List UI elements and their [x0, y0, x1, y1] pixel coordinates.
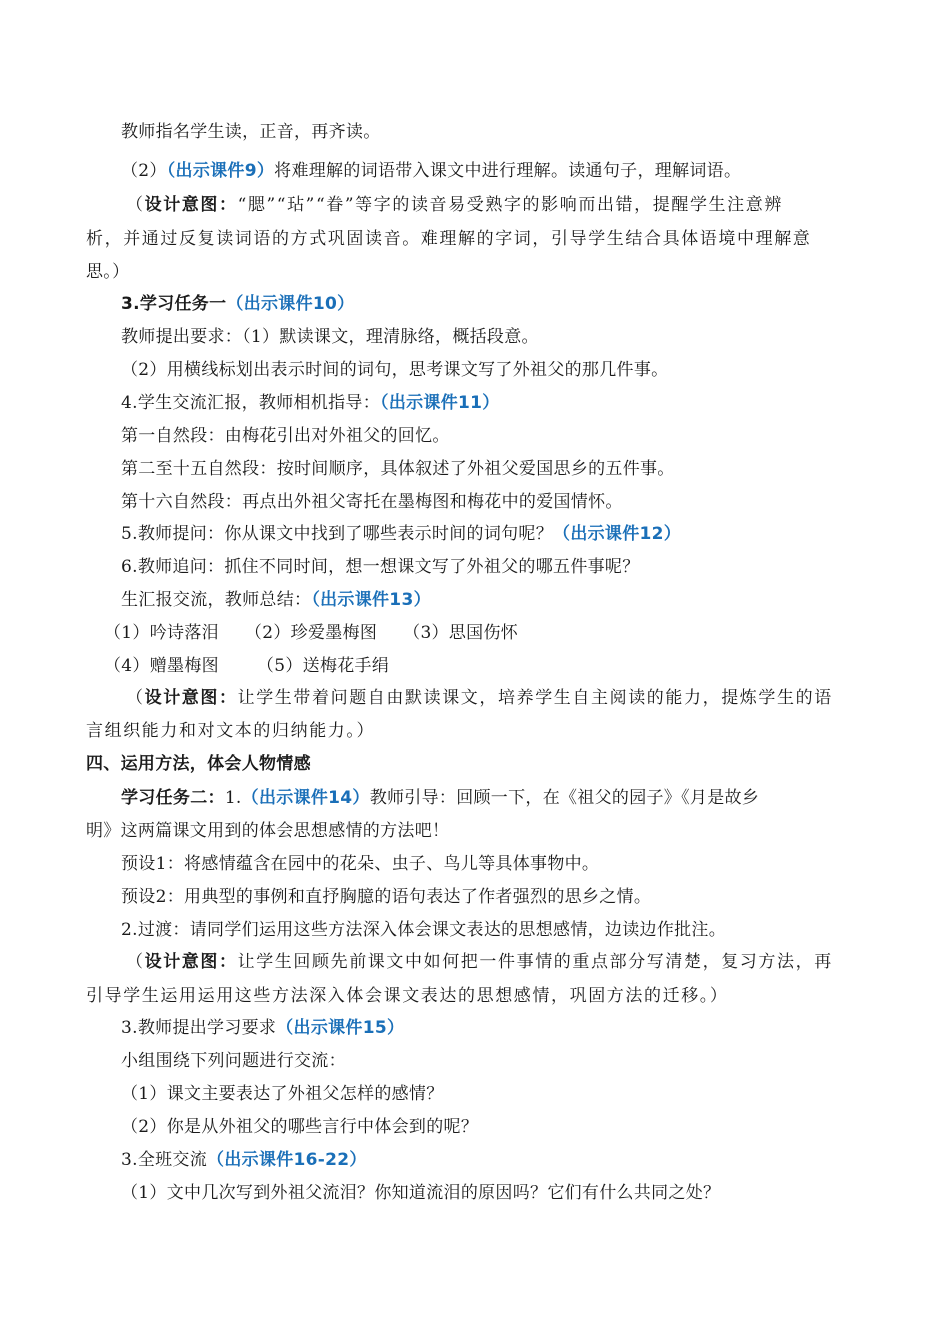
paragraph	[121, 458, 675, 480]
paragraph	[121, 1050, 346, 1072]
courseware-reference: （出示课件16-22）	[207, 1150, 367, 1170]
text: 让学生回顾先前课文中如何把一件事情的重点部分写清楚，复习方法，再	[237, 952, 833, 972]
text: 第十六自然段：再点出外祖父寄托在墨梅图和梅花中的爱国情怀。	[121, 492, 623, 512]
paren: （	[126, 195, 145, 215]
design-intent	[126, 194, 783, 216]
text: 教师提出要求：（1）默读课文，理清脉络，概括段意。	[121, 327, 539, 347]
text: （1）文中几次写到外祖父流泪？你知道流泪的原因吗？它们有什么共同之处？	[121, 1183, 721, 1203]
text: 第一自然段：由梅花引出对外祖父的回忆。	[121, 426, 450, 446]
text: 言组织能力和对文本的归纳能力。）	[86, 721, 376, 741]
paren: （	[126, 688, 145, 708]
text: “腮”“玷”“眷”等字的读音易受熟字的影响而出错，提醒学生注意辨	[237, 195, 783, 215]
text: 预设1：将感情蕴含在园中的花朵、虫子、鸟儿等具体事物中。	[121, 854, 600, 874]
paragraph	[121, 1182, 720, 1204]
courseware-reference: （出示课件9）	[166, 161, 275, 181]
text: 3.全班交流	[121, 1150, 208, 1170]
text: 引导学生运用运用这些方法深入体会课文表达的思想感情，巩固方法的迁移。）	[86, 986, 729, 1006]
task-label: 学习任务二：	[121, 788, 225, 808]
paragraph	[121, 589, 431, 611]
text: 3.教师提出学习要求	[121, 1018, 277, 1038]
design-intent	[126, 951, 833, 973]
text: （1）课文主要表达了外祖父怎样的感情？	[121, 1084, 444, 1104]
paragraph	[121, 491, 623, 513]
paragraph	[121, 359, 668, 381]
text: 小组围绕下列问题进行交流：	[121, 1051, 346, 1071]
text: 1.	[224, 788, 242, 808]
text: （2）	[121, 161, 167, 181]
events-list	[104, 655, 389, 677]
design-intent-cont	[86, 261, 129, 283]
paragraph	[121, 1149, 367, 1171]
design-intent-cont	[86, 228, 811, 250]
event-item: （3）思国伤怀	[403, 623, 519, 643]
paren: （	[126, 952, 145, 972]
text: （2）用横线标划出表示时间的词句，思考课文写了外祖父的那几件事。	[121, 360, 669, 380]
event-item: （1）吟诗落泪	[104, 623, 219, 643]
text: 3.学习任务一	[121, 294, 227, 314]
courseware-reference: （出示课件12）	[553, 524, 682, 544]
paragraph	[121, 121, 381, 143]
paragraph	[121, 886, 651, 908]
text: 预设2：用典型的事例和直抒胸臆的语句表达了作者强烈的思乡之情。	[121, 887, 652, 907]
text: 将难理解的词语带入课文中进行理解。读通句子，理解词语。	[274, 161, 742, 181]
text: （2）你是从外祖父的哪些言行中体会到的呢？	[121, 1117, 479, 1137]
paragraph	[121, 160, 741, 182]
event-item: （4）赠墨梅图	[104, 656, 219, 676]
text: 析，并通过反复读词语的方式巩固读音。难理解的字词，引导学生结合具体语境中理解意	[86, 229, 812, 249]
design-intent-label: 设计意图：	[144, 952, 238, 972]
paragraph	[121, 853, 599, 875]
courseware-reference: （出示课件11）	[380, 393, 500, 413]
paragraph	[121, 1083, 444, 1105]
courseware-reference: （出示课件14）	[241, 788, 370, 808]
task-heading	[121, 293, 354, 315]
event-item: （2）珍爱墨梅图	[244, 623, 378, 643]
paragraph	[121, 326, 539, 348]
paragraph	[86, 820, 449, 842]
paragraph	[121, 1017, 404, 1039]
text: 2.过渡：请同学们运用这些方法深入体会课文表达的思想感情，边读边作批注。	[121, 920, 727, 940]
text: 5.教师提问：你从课文中找到了哪些表示时间的词句呢？	[121, 524, 554, 544]
paragraph	[121, 523, 681, 545]
design-intent-cont	[86, 985, 729, 1007]
courseware-reference: （出示课件15）	[276, 1018, 405, 1038]
heading-text: 四、运用方法，体会人物情感	[86, 754, 311, 774]
text: 思。）	[86, 262, 130, 282]
text: 生汇报交流，教师总结：	[121, 590, 312, 610]
text: 让学生带着问题自由默读课文，培养学生自主阅读的能力，提炼学生的语	[237, 688, 833, 708]
event-item: （5）送梅花手绢	[256, 656, 390, 676]
text: 6.教师追问：抓住不同时间，想一想课文写了外祖父的哪五件事呢？	[121, 557, 640, 577]
text: 第二至十五自然段：按时间顺序，具体叙述了外祖父爱国思乡的五件事。	[121, 459, 675, 479]
paragraph	[121, 1116, 478, 1138]
text: 教师指名学生读，正音，再齐读。	[121, 122, 381, 142]
text: 教师引导：回顾一下，在《祖父的园子》《月是故乡	[369, 788, 760, 808]
design-intent	[126, 687, 833, 709]
paragraph	[121, 787, 759, 809]
courseware-reference: （出示课件10）	[226, 294, 355, 314]
section-heading	[86, 753, 311, 775]
design-intent-label: 设计意图：	[144, 688, 238, 708]
paragraph	[121, 392, 500, 414]
paragraph	[121, 425, 450, 447]
courseware-reference: （出示课件13）	[311, 590, 431, 610]
design-intent-cont	[86, 720, 375, 742]
design-intent-label: 设计意图：	[144, 195, 238, 215]
text: 明》这两篇课文用到的体会思想感情的方法吧！	[86, 821, 450, 841]
events-list	[104, 622, 518, 644]
paragraph	[121, 919, 726, 941]
text: 4.学生交流汇报，教师相机指导：	[121, 393, 381, 413]
paragraph	[121, 556, 640, 578]
